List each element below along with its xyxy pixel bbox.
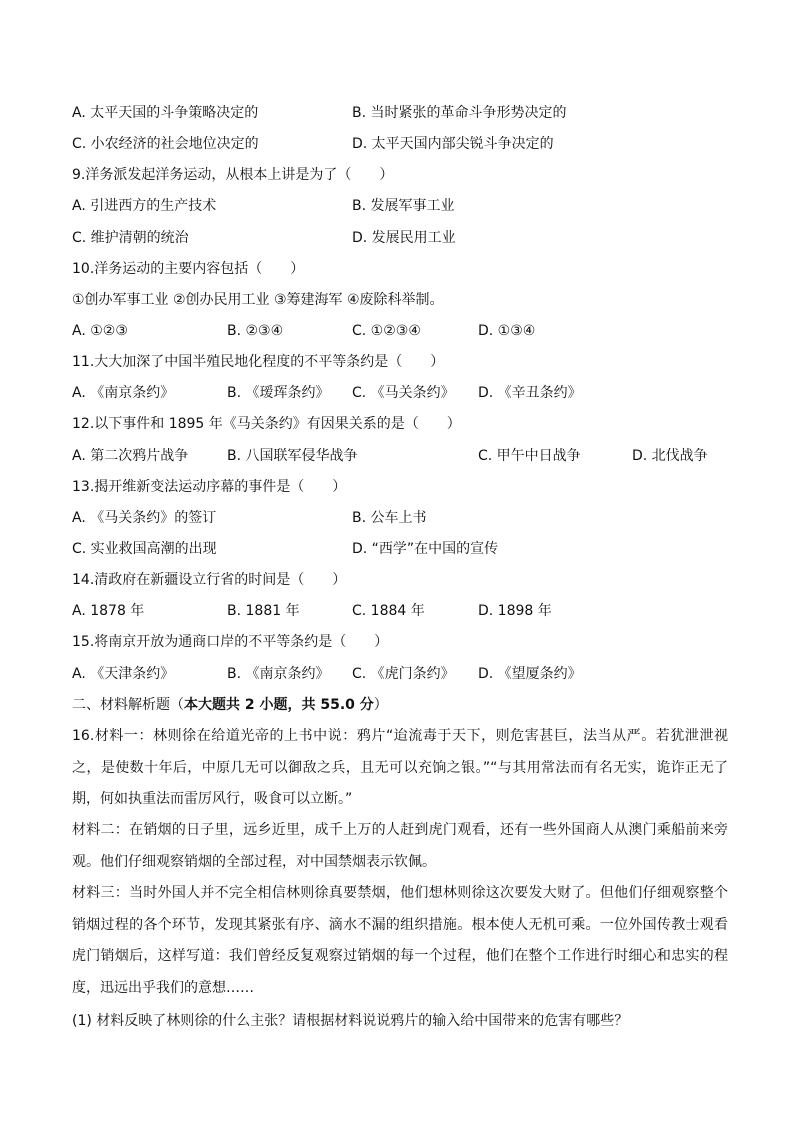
section-header: [72, 695, 388, 715]
q11-option-b: B. 《瑷珲条约》: [227, 385, 330, 401]
q10-subitems: ①创办军事工业 ②创办民用工业 ③筹建海军 ④废除科举制。: [72, 292, 444, 308]
q14-option-a: A. 1878 年: [72, 603, 145, 619]
q10-option-d: D. ①③④: [478, 323, 536, 339]
q16-question-1: (1) 材料反映了林则徐的什么主张？请根据材料说说鸦片的输入给中国带来的危害有哪些？: [72, 1013, 629, 1029]
q15-option-a: A. 《天津条约》: [72, 666, 175, 682]
q9-option-c: C. 维护清朝的统治: [72, 230, 189, 246]
q9-option-d: D. 发展民用工业: [352, 230, 456, 246]
q15-option-c: C. 《虎门条约》: [352, 666, 455, 682]
q15-option-b: B. 《南京条约》: [227, 666, 330, 682]
q15-stem: 15.将南京开放为通商口岸的不平等条约是（ ）: [72, 634, 389, 650]
section-header-suffix: ）: [373, 697, 388, 713]
q14-option-d: D. 1898 年: [478, 603, 552, 619]
q12-option-c: C. 甲午中日战争: [478, 448, 581, 464]
section-header-prefix: 二、材料解析题（: [72, 697, 184, 713]
q12-option-a: A. 第二次鸦片战争: [72, 448, 189, 464]
q16-material-1: 16.材料一：林则徐在给道光帝的上书中说：鸦片“迨流毒于天下，则危害甚巨，法当从严。若犹泄泄视之，是使数十年后，中原几无可以御敌之兵，且无可以充饷之银。”“与其用常法而有名无实，诡诈正无了期，何如执重法而雷厉风行，吸食可以立断。”: [72, 728, 728, 807]
q12-stem: 12.以下事件和 1895 年《马关条约》有因果关系的是（ ）: [72, 416, 461, 432]
q9-option-b: B. 发展军事工业: [352, 198, 455, 214]
q12-option-d: D. 北伐战争: [632, 448, 708, 464]
q8-option-d: D. 太平天国内部尖锐斗争决定的: [352, 136, 554, 152]
q13-option-c: C. 实业救国高潮的出现: [72, 541, 217, 557]
q12-option-b: B. 八国联军侵华战争: [227, 448, 358, 464]
q10-stem: 10.洋务运动的主要内容包括（ ）: [72, 261, 305, 277]
q10-option-a: A. ①②③: [72, 323, 128, 339]
q8-option-b: B. 当时紧张的革命斗争形势决定的: [352, 105, 567, 121]
q15-option-d: D. 《望厦条约》: [478, 666, 582, 682]
q13-option-a: A. 《马关条约》的签订: [72, 510, 217, 526]
q11-option-c: C. 《马关条约》: [352, 385, 455, 401]
q8-option-c: C. 小农经济的社会地位决定的: [72, 136, 259, 152]
q13-option-d: D. “西学”在中国的宣传: [352, 541, 499, 557]
q13-option-b: B. 公车上书: [352, 510, 427, 526]
section-header-bold: 本大题共 2 小题，共 55.0 分: [184, 697, 374, 713]
q10-option-b: B. ②③④: [227, 323, 284, 339]
q11-option-d: D. 《辛丑条约》: [478, 385, 582, 401]
q9-stem: 9.洋务派发起洋务运动，从根本上讲是为了（ ）: [72, 167, 394, 183]
q16-material-3: 材料三：当时外国人并不完全相信林则徐真要禁烟，他们想林则徐这次要发大财了。但他们仔细观察整个销烟过程的各个环节，发现其紧张有序、滴水不漏的组织措施。根本使人无机可乘。一位外国传教士观看虎门销烟后，这样写道：我们曾经反复观察过销烟的每一个过程，他们在整个工作进行时细心和忠实的程度，迅远出乎我们的意想……: [72, 885, 728, 996]
q16-material-2: 材料二：在销烟的日子里，远乡近里，成千上万的人赶到虎门观看，还有一些外国商人从澳门乘船前来旁观。他们仔细观察销烟的全部过程，对中国禁烟表示钦佩。: [72, 822, 728, 870]
q14-stem: 14.清政府在新疆设立行省的时间是（ ）: [72, 572, 347, 588]
q8-option-a: A. 太平天国的斗争策略决定的: [72, 105, 259, 121]
q13-stem: 13.揭开维新变法运动序幕的事件是（ ）: [72, 479, 347, 495]
q14-option-b: B. 1881 年: [227, 603, 300, 619]
q11-option-a: A. 《南京条约》: [72, 385, 175, 401]
q14-option-c: C. 1884 年: [352, 603, 425, 619]
q10-option-c: C. ①②③④: [352, 323, 421, 339]
q11-stem: 11.大大加深了中国半殖民地化程度的不平等条约是（ ）: [72, 354, 445, 370]
q9-option-a: A. 引进西方的生产技术: [72, 198, 217, 214]
